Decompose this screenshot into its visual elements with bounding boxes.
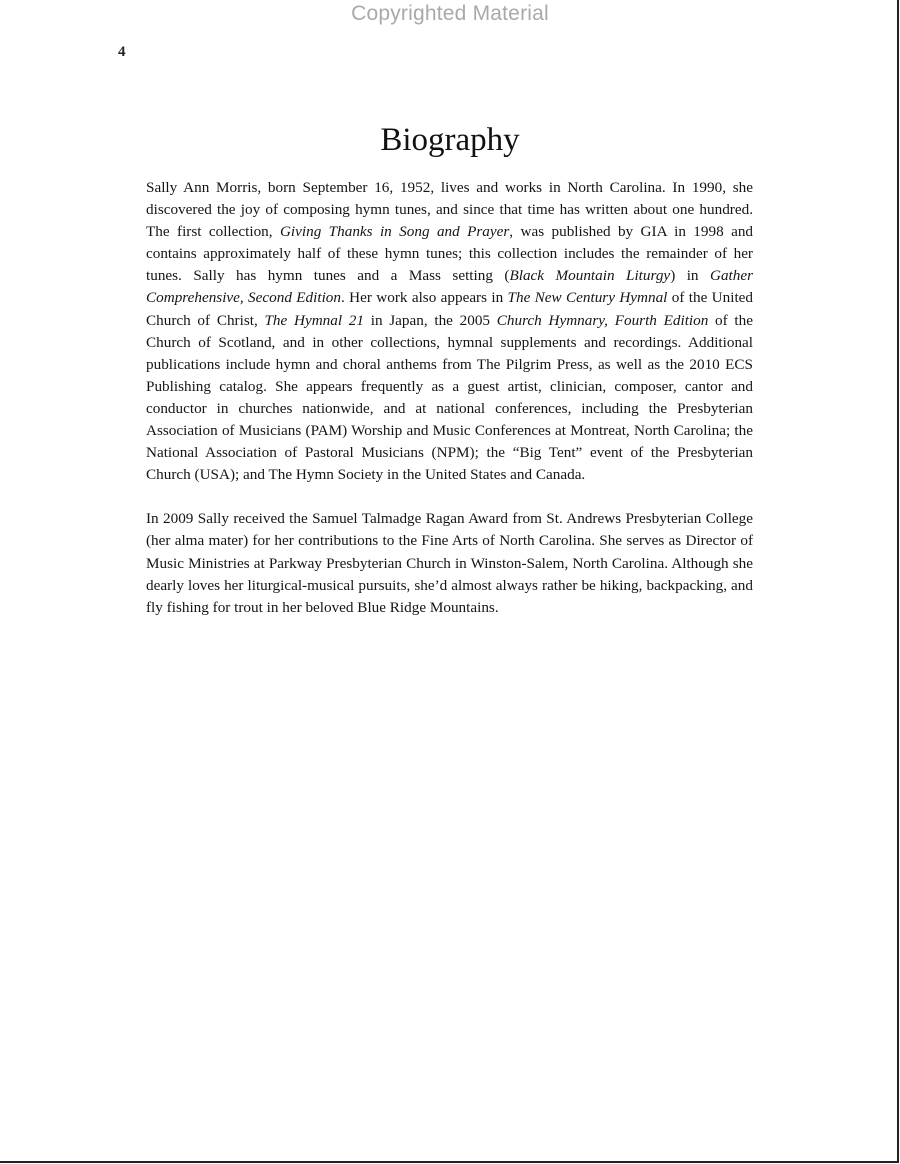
page-title: Biography (380, 122, 520, 158)
book-title-giving-thanks: Giving Thanks in Song and Prayer (279, 223, 510, 241)
paragraph-1-text-1: Sally Ann Morris, born September 16, 1952, lives and works in North Carolina. In 1990, she discovered the joy of composing hymn tunes, and since that time has written about one hundred. The first collection, (146, 179, 753, 241)
book-title-church-hymnary: Church Hymnary, Fourth Edition (496, 311, 709, 329)
book-title-new-century-hymnal: The New Century Hymnal (507, 289, 668, 307)
paragraph-1-text-4: . Her work also appears in (341, 289, 508, 307)
book-title-hymnal-21: The Hymnal 21 (264, 311, 364, 329)
book-title-black-mountain-liturgy: Black Mountain Liturgy (509, 267, 671, 285)
book-title-gather-comprehensive: Gather Comprehensive, Second Edition (146, 267, 754, 307)
biography-paragraph-2: In 2009 Sally received the Samuel Talmadge Ragan Award from St. Andrews Presbyterian College (her alma mater) for her contributions to the Fine Arts of North Carolina. She serves as Director of Music Ministries at Parkway Presbyterian Church in Winston-Salem, North Carolina. Although she dearly loves her liturgical-musical pursuits, she’d almost always rather be hiking, backpacking, and fly fishing for trout in her beloved Blue Ridge Mountains. (146, 510, 753, 616)
page-number: 4 (118, 44, 126, 60)
paragraph-1-text-7: of the Church of Scotland, and in other collections, hymnal supplements and recordings. Additional publications include hymn and choral anthems from The Pilgrim Press, as well as the 2010 ECS Publishing catalog. She appears frequently as a guest artist, clinician, composer, cantor and conductor in churches nationwide, and at national conferences, including the Presbyterian Association of Musicians (PAM) Worship and Music Conferences at Montreat, North Carolina; the National Association of Pastoral Musicians (NPM); the “Big Tent” event of the Presbyterian Church (USA); and The Hymn Society in the United States and Canada. (146, 311, 753, 484)
biography-paragraph-1 (146, 177, 753, 486)
paragraph-1-text-5: of the United Church of Christ, (146, 289, 754, 329)
paragraph-1-text-2: , was published by GIA in 1998 and contains approximately half of these hymn tunes; this collection includes the remainder of her tunes. Sally has hymn tunes and a Mass setting ( (146, 223, 754, 285)
paragraph-1-text-3: ) in (670, 267, 710, 285)
biography-body (146, 177, 753, 619)
copyright-watermark: Copyrighted Material (351, 2, 549, 25)
paragraph-1-text-6: in Japan, the 2005 (364, 311, 497, 329)
